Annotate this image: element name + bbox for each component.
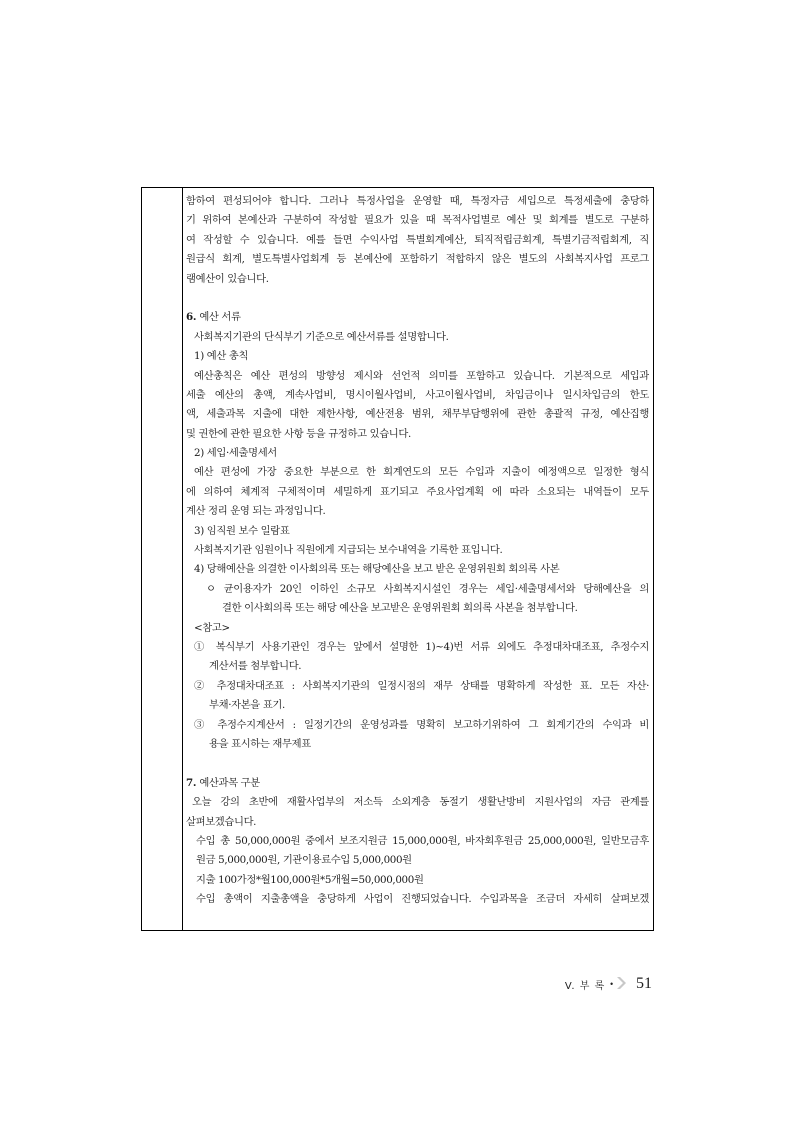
section-number: 7. — [186, 776, 197, 789]
page-footer — [565, 974, 652, 994]
left-margin-column — [142, 188, 183, 930]
note-line: ③ 추정수지계산서 : 일정기간의 운영성과를 명확히 보고하기위하여 그 회계기간의 수익과 비 — [194, 718, 649, 731]
paragraph-line: 세출 예산의 총액, 계속사업비, 명시이월사업비, 사고이월사업비, 차입금이나 일시차입금의 한도 — [186, 388, 649, 401]
bullet-icon: • — [609, 979, 614, 989]
paragraph-line: 지출 100가정*월100,000원*5개월=50,000,000원 — [196, 873, 424, 886]
spacer — [186, 754, 649, 773]
paragraph-line: 및 권한에 관한 필요한 사항 등을 규정하고 있습니다. — [186, 427, 411, 440]
item-title: 2) 세입·세출명세서 — [194, 447, 277, 460]
section-number: 6. — [186, 311, 197, 324]
section-title: 예산과목 구분 — [199, 776, 260, 789]
section-label: V. 부 록 — [564, 980, 606, 992]
paragraph-line: 예산 편성에 가장 중요한 부분으로 한 회계연도의 모든 수입과 지출이 예정액으로 일정한 형식 — [194, 466, 649, 479]
paragraph-line: 원금 5,000,000원, 기관이용료수입 5,000,000원 — [196, 854, 412, 867]
section-6-heading — [186, 308, 649, 327]
body-line: 원급식 회계, 별도특별사업회계 등 본예산에 포함하기 적합하지 않은 별도의 사회복지사업 프로그 — [186, 253, 649, 266]
note-line: 부채·자본을 표기. — [209, 699, 285, 712]
spacer — [186, 289, 649, 308]
paragraph-line: 예산총칙은 예산 편성의 방향성 제시와 선언적 의미를 포함하고 있습니다. 기본적으로 세입과 — [194, 369, 649, 382]
document-table — [141, 187, 654, 931]
item-title: 1) 예산 총칙 — [194, 350, 249, 363]
chevron-right-icon — [616, 975, 628, 994]
note-line: ① 복식부기 사용기관인 경우는 앞에서 설명한 1)~4)번 서류 외에도 추정대차대조표, 추정수지 — [194, 640, 649, 653]
note-line: 용을 표시하는 재무제표 — [209, 737, 311, 750]
paragraph-line: 살펴보겠습니다. — [186, 815, 257, 828]
bullet-line: ㅇ 균이용자가 20인 이하인 소규모 사회복지시설인 경우는 세입·세출명세서와 당해예산을 의 — [206, 582, 649, 595]
body-line: 램예산이 있습니다. — [186, 272, 269, 285]
bullet-line: 결한 이사회의록 또는 해당 예산을 보고받은 운영위원회 회의록 사본을 첨부합니다. — [222, 602, 578, 615]
body-line: 함하여 편성되어야 합니다. 그러나 특정사업을 운영할 때, 특정자금 세입으로 특정세출에 충당하 — [186, 195, 649, 207]
page-number: 51 — [636, 975, 652, 992]
note-line: 계산서를 첨부합니다. — [209, 660, 302, 673]
item-title: 4) 당해예산을 의결한 이사회의록 또는 해당예산을 보고 받은 운영위원회 회의록 사본 — [194, 563, 560, 576]
note-line: ② 추정대차대조표 : 사회복지기관의 일정시점의 재무 상태를 명확하게 작성한 표. 모든 자산· — [194, 679, 649, 692]
paragraph-line: 액, 세출과목 지출에 대한 제한사항, 예산전용 범위, 채무부담행위에 관한 총괄적 규정, 예산집행 — [186, 408, 649, 421]
section-intro: 사회복지기관의 단식부기 기준으로 예산서류를 설명합니다. — [194, 330, 449, 343]
paragraph-line: 사회복지기관 임원이나 직원에게 지급되는 보수내역을 기록한 표입니다. — [194, 544, 503, 557]
paragraph-line: 에 의하여 체계적 구체적이며 세밀하게 표기되고 주요사업계획 에 따라 소요되는 내역들이 모두 — [186, 485, 649, 498]
paragraph-line: 수입 총액이 지출총액을 충당하게 사업이 진행되었습니다. 수입과목을 조금더 자세히 살펴보겠 — [196, 893, 649, 906]
paragraph-line: 수입 총 50,000,000원 중에서 보조지원금 15,000,000원, 바자회후원금 25,000,000원, 일반모금후 — [196, 834, 649, 847]
paragraph-line: 계산 정리 운영 되는 과정입니다. — [186, 505, 326, 518]
section-title: 예산 서류 — [199, 311, 241, 324]
item-title: 3) 임직원 보수 일람표 — [194, 524, 290, 537]
body-line: 기 위하여 본예산과 구분하여 작성할 필요가 있을 때 목적사업별로 예산 및 회계를 별도로 구분하 — [186, 214, 649, 227]
section-7-heading — [186, 774, 649, 793]
content-column — [186, 192, 649, 909]
paragraph-line: 오늘 강의 초반에 재활사업부의 저소득 소외계층 동절기 생활난방비 지원사업의 자금 관계를 — [192, 796, 649, 809]
body-line: 여 작성할 수 있습니다. 예를 들면 수익사업 특별회계예산, 퇴직적립금회계, 특별기금적립회계, 직 — [186, 233, 649, 246]
note-label: <참고> — [194, 621, 230, 634]
